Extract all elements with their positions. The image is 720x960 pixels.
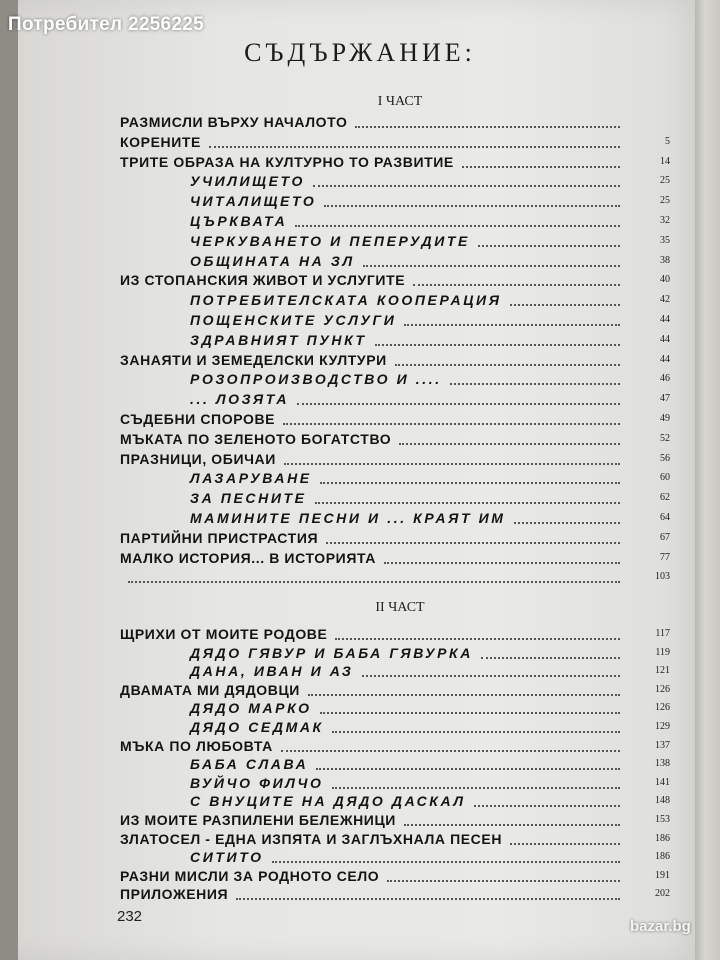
toc-leader-dots	[272, 861, 620, 863]
toc-entry-page: 202	[655, 888, 670, 900]
toc-entry-page: 14	[660, 155, 670, 167]
toc-entry-title: ДАНА, ИВАН И АЗ	[190, 663, 354, 680]
toc-entry-page: 49	[660, 413, 670, 424]
toc-leader-dots	[462, 166, 620, 168]
toc-entry-page: 77	[660, 551, 670, 563]
page-edge	[695, 0, 720, 960]
toc-leader-dots	[404, 324, 620, 326]
toc-leader-dots	[326, 542, 620, 544]
toc-entry-page: 117	[655, 628, 670, 639]
toc-entry	[0, 775, 690, 793]
toc-entry	[0, 451, 690, 469]
toc-leader-dots	[384, 562, 620, 564]
toc-entry	[0, 550, 690, 568]
page-title: СЪДЪРЖАНИЕ:	[244, 38, 476, 67]
toc-entry	[0, 663, 690, 681]
toc-entry	[0, 391, 690, 409]
toc-entry-page: 137	[655, 739, 670, 751]
toc-entry-title: ЩРИХИ ОТ МОИТЕ РОДОВЕ	[120, 626, 328, 642]
toc-entry-page: 47	[660, 393, 670, 405]
toc-leader-dots	[404, 824, 620, 826]
toc-entry-title: РОЗОПРОИЗВОДСТВО И ....	[190, 371, 442, 388]
toc-entry-page: 25	[660, 175, 670, 187]
toc-leader-dots	[236, 898, 620, 900]
toc-entry	[0, 700, 690, 718]
toc-entry	[0, 682, 690, 700]
toc-entry	[0, 213, 690, 231]
toc-entry-page: 129	[655, 721, 670, 732]
toc-entry-page: 40	[660, 274, 670, 286]
toc-entry-title: ЗДРАВНИЯТ ПУНКТ	[190, 331, 367, 348]
toc-entry-title: ЦЪРКВАТА	[190, 213, 288, 229]
toc-entry	[0, 134, 690, 152]
toc-entry-page: 67	[660, 531, 670, 543]
toc-entry-title: ДЯДО МАРКО	[190, 700, 312, 717]
toc-leader-dots	[399, 443, 620, 445]
toc-entry-page: 126	[655, 702, 670, 714]
toc-entry-title: МАЛКО ИСТОРИЯ... В ИСТОРИЯТА	[120, 549, 376, 566]
toc-entry-title: ДЯДО СЕДМАК	[190, 719, 324, 735]
toc-entry	[0, 431, 690, 449]
toc-entry	[0, 645, 690, 663]
toc-entry	[0, 738, 690, 756]
toc-entry-title: ЗЛАТОСЕЛ - ЕДНА ИЗПЯТА И ЗАГЛЪХНАЛА ПЕСЕН	[120, 830, 503, 847]
toc-entry-title: ЧИТАЛИЩЕТО	[190, 193, 317, 210]
toc-leader-dots	[478, 245, 620, 247]
toc-entry-title: ЛАЗАРУВАНЕ	[190, 470, 312, 487]
toc-leader-dots	[324, 205, 620, 207]
toc-entry	[0, 173, 690, 191]
toc-entry-page: 42	[660, 294, 670, 306]
toc-entry-title: СИТИТО	[190, 849, 264, 866]
page-number: 232	[117, 908, 143, 925]
toc-entry-page: 56	[660, 452, 670, 464]
toc-leader-dots	[510, 843, 620, 845]
toc-leader-dots	[316, 768, 620, 770]
toc-entry	[0, 719, 690, 737]
toc-entry-page: 38	[660, 254, 670, 266]
toc-entry	[0, 114, 690, 132]
toc-entry-title: КОРЕНИТЕ	[120, 133, 201, 150]
toc-leader-dots	[362, 675, 620, 677]
toc-entry-page: 35	[660, 234, 670, 246]
toc-entry-title: ПРИЛОЖЕНИЯ	[120, 886, 229, 903]
toc-leader-dots	[395, 364, 620, 366]
toc-leader-dots	[284, 463, 620, 465]
toc-entry-title: РАЗМИСЛИ ВЪРХУ НАЧАЛОТО	[120, 114, 348, 130]
toc-entry-page: 5	[665, 135, 670, 147]
toc-entry-title: ИЗ МОИТЕ РАЗПИЛЕНИ БЕЛЕЖНИЦИ	[120, 812, 396, 828]
toc-entry-page: 126	[655, 683, 670, 695]
toc-entry	[0, 510, 690, 528]
toc-leader-dots	[320, 712, 620, 714]
toc-leader-dots	[209, 146, 620, 148]
toc-leader-dots	[387, 880, 620, 882]
toc-entry	[0, 371, 690, 389]
toc-entry	[0, 352, 690, 370]
toc-leader-dots	[128, 581, 620, 583]
toc-entry	[0, 626, 690, 644]
toc-entry	[0, 756, 690, 774]
toc-entry-page: 148	[655, 795, 670, 807]
toc-leader-dots	[335, 638, 620, 640]
toc-leader-dots	[355, 126, 620, 128]
toc-leader-dots	[363, 265, 620, 267]
toc-leader-dots	[281, 750, 620, 752]
toc-entry	[0, 569, 690, 587]
toc-leader-dots	[283, 423, 620, 425]
toc-entry-title: С ВНУЦИТЕ НА ДЯДО ДАСКАЛ	[190, 793, 466, 810]
toc-leader-dots	[332, 731, 620, 733]
toc-entry-page: 64	[660, 512, 670, 523]
toc-entry-page: 103	[655, 571, 670, 583]
site-logo: bazar.bg	[630, 918, 691, 935]
part-2-heading: II ЧАСТ	[375, 600, 425, 615]
toc-entry-title: ПАРТИЙНИ ПРИСТРАСТИЯ	[120, 529, 319, 546]
toc-entry-page: 62	[660, 492, 670, 504]
toc-leader-dots	[315, 502, 620, 504]
toc-leader-dots	[308, 694, 620, 696]
toc-leader-dots	[313, 185, 620, 187]
toc-entry	[0, 530, 690, 548]
toc-entry-title: ПРАЗНИЦИ, ОБИЧАИ	[120, 450, 276, 467]
toc-entry	[0, 812, 690, 830]
toc-entry-page: 44	[660, 353, 670, 365]
toc-entry-page: 46	[660, 373, 670, 385]
toc-entry-page: 191	[655, 869, 670, 881]
toc-leader-dots	[295, 225, 620, 227]
toc-entry	[0, 411, 690, 429]
toc-entry-title: ОБЩИНАТА НА ЗЛ	[190, 252, 355, 269]
toc-leader-dots	[413, 284, 620, 286]
watermark-user-label: Потребител 2256225	[8, 14, 205, 35]
toc-entry	[0, 233, 690, 251]
toc-entry-page: 119	[655, 646, 670, 658]
toc-entry	[0, 886, 690, 904]
toc-entry-page: 32	[660, 215, 670, 226]
toc-entry	[0, 490, 690, 508]
toc-entry-title: ПОЩЕНСКИТЕ УСЛУГИ	[190, 312, 397, 328]
toc-entry-page: 186	[655, 832, 670, 844]
toc-entry-page: 25	[660, 195, 670, 207]
toc-leader-dots	[297, 403, 620, 405]
toc-entry	[0, 272, 690, 290]
toc-entry	[0, 868, 690, 886]
toc-entry-page: 44	[660, 314, 670, 325]
toc-entry	[0, 292, 690, 310]
toc-entry-title: ДЯДО ГЯВУР И БАБА ГЯВУРКА	[190, 644, 473, 661]
toc-entry	[0, 154, 690, 172]
toc-leader-dots	[332, 787, 621, 789]
toc-leader-dots	[450, 383, 620, 385]
toc-entry	[0, 831, 690, 849]
toc-entry-page: 141	[655, 776, 670, 788]
toc-entry-title: СЪДЕБНИ СПОРОВЕ	[120, 411, 276, 427]
toc-leader-dots	[375, 344, 620, 346]
toc-entry	[0, 312, 690, 330]
toc-entry	[0, 849, 690, 867]
toc-entry-title: ПОТРЕБИТЕЛСКАТА КООПЕРАЦИЯ	[190, 292, 502, 309]
toc-entry-title: ДВАМАТА МИ ДЯДОВЦИ	[120, 681, 300, 698]
toc-entry-page: 138	[655, 758, 670, 770]
toc-leader-dots	[510, 304, 620, 306]
toc-entry-title: УЧИЛИЩЕТО	[190, 173, 305, 190]
toc-leader-dots	[320, 482, 620, 484]
toc-entry-title: МАМИНИТЕ ПЕСНИ И ... КРАЯТ ИМ	[190, 510, 506, 526]
toc-leader-dots	[481, 657, 620, 659]
toc-entry-page: 121	[655, 665, 670, 677]
toc-entry-title: ТРИТЕ ОБРАЗА НА КУЛТУРНО ТО РАЗВИТИЕ	[120, 153, 454, 170]
toc-entry-page: 153	[655, 814, 670, 825]
toc-entry-title: ВУЙЧО ФИЛЧО	[190, 774, 324, 791]
toc-entry-title: МЪКАТА ПО ЗЕЛЕНОТО БОГАТСТВО	[120, 430, 392, 447]
toc-leader-dots	[514, 522, 620, 524]
toc-entry	[0, 332, 690, 350]
toc-entry-page: 44	[660, 333, 670, 345]
toc-entry-title: ИЗ СТОПАНСКИЯ ЖИВОТ И УСЛУГИТЕ	[120, 272, 406, 289]
toc-entry-title: ЗА ПЕСНИТЕ	[190, 490, 307, 507]
part-1-heading: I ЧАСТ	[377, 94, 423, 109]
toc-leader-dots	[474, 805, 620, 807]
toc-entry-title: РАЗНИ МИСЛИ ЗА РОДНОТО СЕЛО	[120, 867, 380, 884]
toc-entry	[0, 470, 690, 488]
toc-entry-title: ЗАНАЯТИ И ЗЕМЕДЕЛСКИ КУЛТУРИ	[120, 351, 387, 368]
toc-entry-page: 186	[655, 851, 670, 863]
toc-entry-title: БАБА СЛАВА	[190, 756, 309, 773]
toc-entry	[0, 193, 690, 211]
toc-entry-page: 52	[660, 432, 670, 444]
toc-entry-title: ... ЛОЗЯТА	[190, 391, 290, 408]
toc-entry	[0, 793, 690, 811]
toc-entry-title: ЧЕРКУВАНЕТО И ПЕПЕРУДИТЕ	[190, 232, 470, 249]
toc-entry	[0, 253, 690, 271]
toc-entry-page: 60	[660, 472, 670, 484]
toc-entry-title: МЪКА ПО ЛЮБОВТА	[120, 737, 273, 754]
